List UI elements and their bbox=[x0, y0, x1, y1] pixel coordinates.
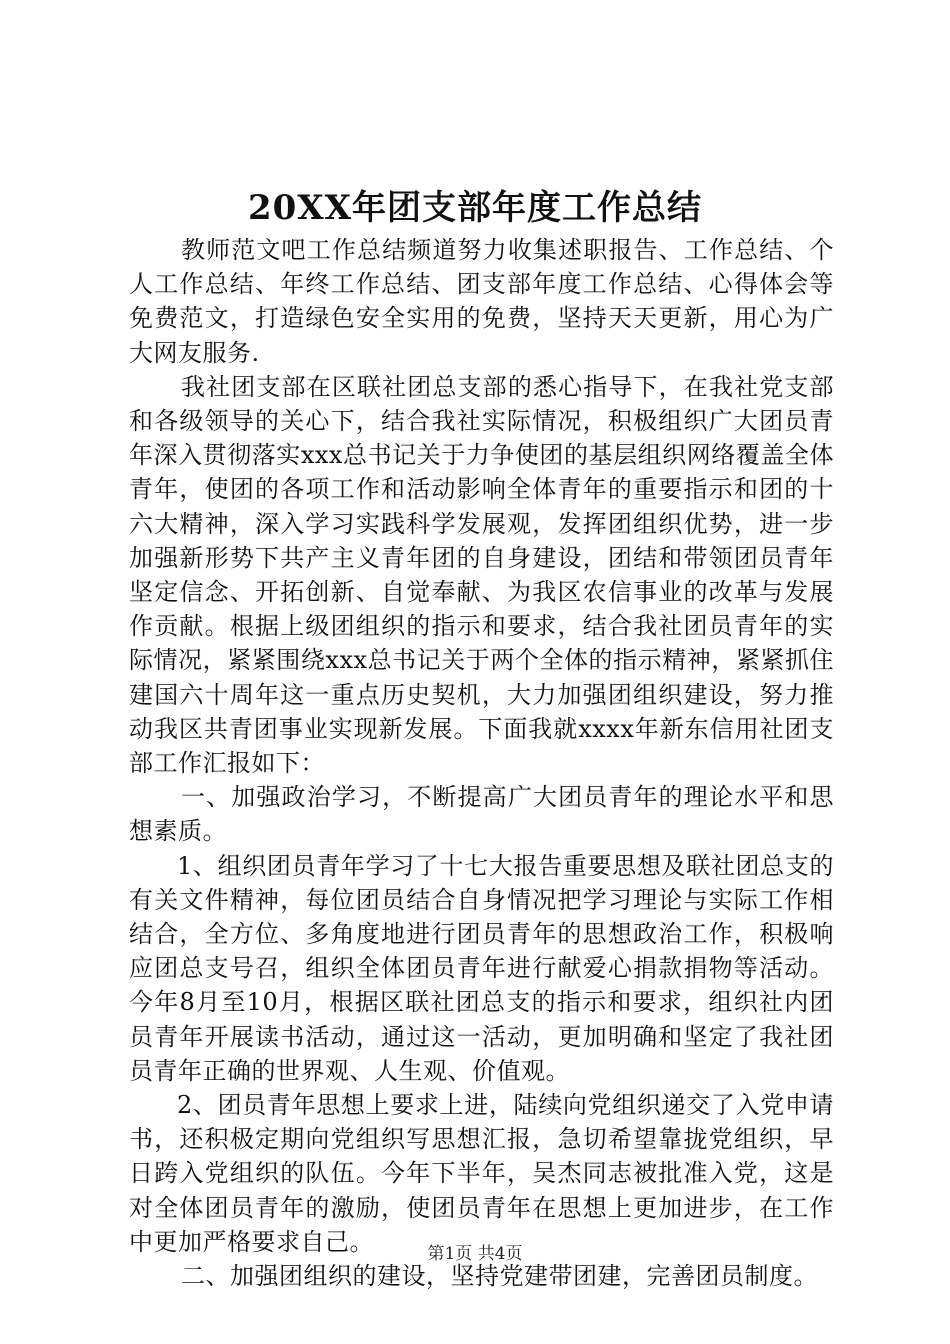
paragraph-item-1: 1、组织团员青年学习了十七大报告重要思想及联社团总支的有关文件精神，每位团员结合自身情况把学习理论与实际工作相结合，全方位、多角度地进行团员青年的思想政治工作，积极响应团总支号召，组织全体团员青年进行献爱心捐款捐物等活动。今年8月至10月，根据区联社团总支的指示和要求，组织社内团员青年开展读书活动，通过这一活动，更加明确和坚定了我社团员青年正确的世界观、人生观、价值观。 bbox=[129, 851, 834, 1085]
page-footer: 第1页 共4页 bbox=[427, 1244, 523, 1264]
document-title: 20XX年团支部年度工作总结 bbox=[247, 188, 703, 228]
section-heading-1: 一、加强政治学习，不断提高广大团员青年的理论水平和思想素质。 bbox=[129, 783, 834, 846]
section-heading-2: 二、加强团组织的建设，坚持党建带团建，完善团员制度。 bbox=[181, 1262, 818, 1291]
paragraph-intro: 教师范文吧工作总结频道努力收集述职报告、工作总结、个人工作总结、年终工作总结、团支部年度工作总结、心得体会等免费范文，打造绿色安全实用的免费，坚持天天更新，用心为广大网友服务. bbox=[129, 236, 834, 367]
paragraph-overview: 我社团支部在区联社团总支部的悉心指导下，在我社党支部和各级领导的关心下，结合我社实际情况，积极组织广大团员青年深入贯彻落实xxx总书记关于力争使团的基层组织网络覆盖全体青年，使团的各项工作和活动影响全体青年的重要指示和团的十六大精神，深入学习实践科学发展观，发挥团组织优势，进一步加强新形势下共产主义青年团的自身建设，团结和带领团员青年坚定信念、开拓创新、自觉奉献、为我区农信事业的改革与发展作贡献。根据上级团组织的指示和要求，结合我社团员青年的实际情况，紧紧围绕xxx总书记关于两个全体的指示精神，紧紧抓住建国六十周年这一重点历史契机，大力加强团组织建设，努力推动我区共青团事业实现新发展。下面我就xxxx年新东信用社团支部工作汇报如下： bbox=[129, 372, 834, 778]
paragraph-item-2: 2、团员青年思想上要求上进，陆续向党组织递交了入党申请书，还积极定期向党组织写思想汇报，急切希望靠拢党组织，早日跨入党组织的队伍。今年下半年，吴杰同志被批准入党，这是对全体团员青年的激励，使团员青年在思想上更加进步，在工作中更加严格要求自己。 bbox=[129, 1091, 834, 1256]
document-body bbox=[129, 233, 834, 1293]
